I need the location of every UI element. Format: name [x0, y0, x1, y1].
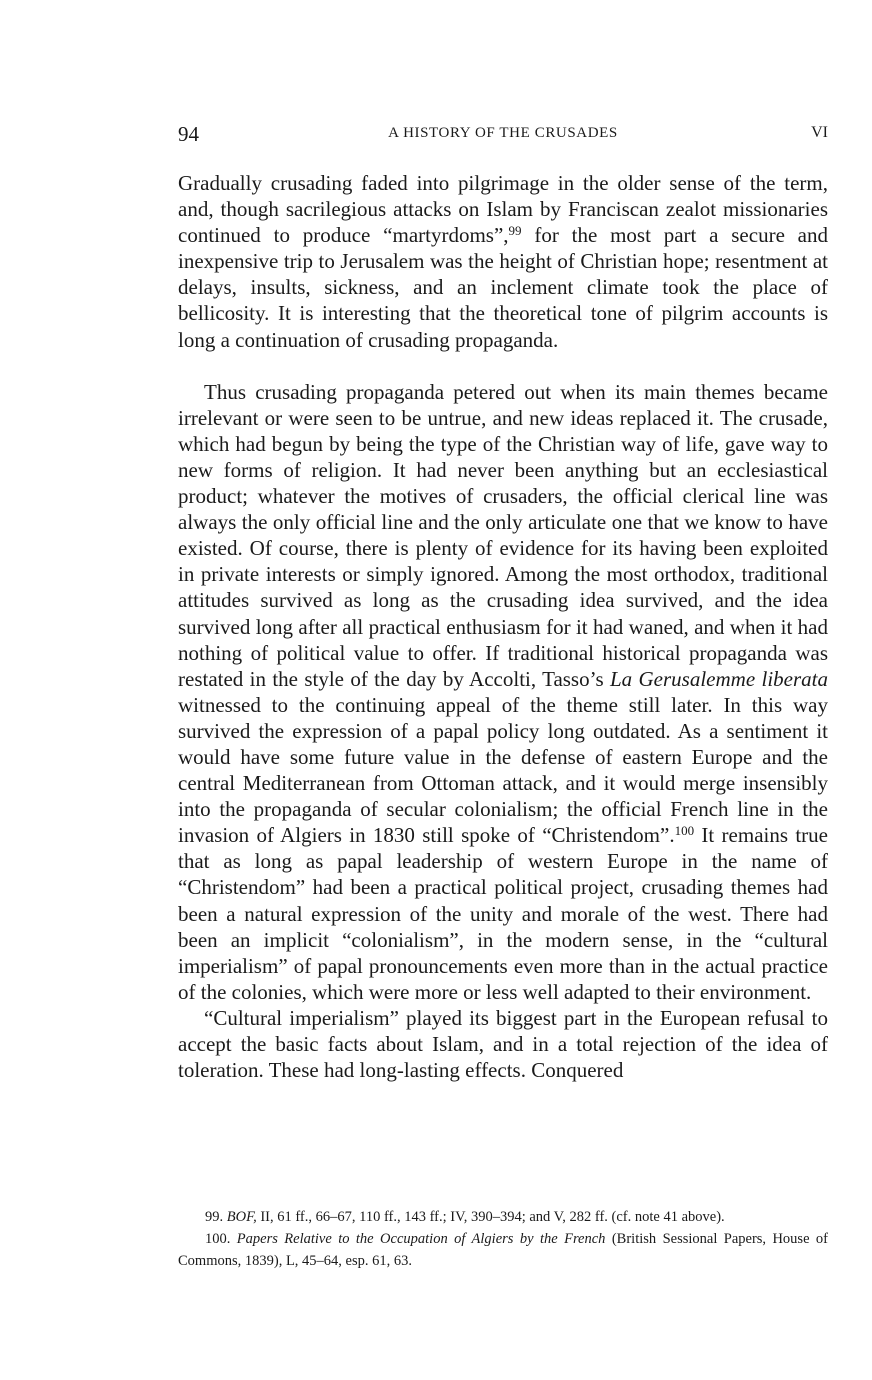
- book-title: A HISTORY OF THE CRUSADES: [388, 125, 618, 141]
- footnotes: [178, 1206, 828, 1272]
- paragraph-2: [178, 379, 828, 1005]
- footnote-100: [178, 1228, 828, 1272]
- paragraph-1: [178, 170, 828, 353]
- page-number: 94: [178, 122, 199, 146]
- footnote-100-title: Papers Relative to the Occupation of Algiers by the French: [236, 1231, 606, 1247]
- footnote-99: [178, 1206, 828, 1228]
- paragraph-2-text-b: witnessed to the continuing appeal of the theme still later. In this way survived the expression of a papal policy long outdated. As a sentiment it would have some future value in the defense of eastern Europe and the central Mediterranean from Ottoman attack, and it would merge insensibly into the propaganda of secular colonialism; the official French line in the invasion of Algiers in 1830 still spoke of “Christendom”.: [178, 692, 828, 848]
- paragraph-1-text-b: for the most part a secure and inexpensive trip to Jerusalem was the height of Christian hope; resentment at delays, insults, sickness, and an inclement climate took the place of bellicosity. It is interesting that the theoretical tone of pilgrim accounts is long a continuation of crusading propaganda.: [178, 223, 829, 352]
- footnote-100-text: (British Sessional Papers, House of Commons, 1839), L, 45–64, esp. 61, 63.: [178, 1231, 829, 1269]
- footnote-ref-100: 100: [674, 823, 695, 839]
- footnote-ref-99: 99: [508, 223, 522, 239]
- paragraph-2-text-a: Thus crusading propaganda petered out when its main themes became irrelevant or were seen to be untrue, and new ideas replaced it. The crusade, which had begun by being the type of the Christian way of life, gave way to new forms of religion. It had never been anything but an ecclesiastical product; whatever the motives of crusaders, the official clerical line was always the only official line and the only articulate one that we know to have existed. Of course, there is plenty of evidence for its having been exploited in private interests or simply ignored. Among the most orthodox, traditional attitudes survived as long as the crusading idea survived, and the idea survived long after all practical enthusiasm for it had waned, and when it had nothing of political value to offer. If traditional historical propaganda was restated in the style of the day by Accolti, Tasso’s: [178, 379, 828, 691]
- footnote-99-abbrev: BOF,: [226, 1209, 257, 1225]
- paragraph-2-text-c: It remains true that as long as papal leadership of western Europe in the name of “Christendom” had been a practical political project, crusading themes had been a natural expression of the unity and morale of the west. There had been an implicit “colonialism”, in the modern sense, in the “cultural imperialism” of papal pronouncements even more than in the actual practice of the colonies, which were more or less well adapted to their environment.: [178, 823, 829, 1004]
- paragraph-3: “Cultural imperialism” played its biggest part in the European refusal to accept the basic facts about Islam, and in a total rejection of the idea of toleration. These had long-lasting effects. Conquered: [178, 1005, 828, 1083]
- work-title-gerusalemme: La Gerusalemme liberata: [609, 666, 828, 691]
- footnote-99-text: II, 61 ff., 66–67, 110 ff., 143 ff.; IV, 390–394; and V, 282 ff. (cf. note 41 above).: [256, 1209, 725, 1225]
- footnote-100-number: 100.: [205, 1231, 231, 1247]
- running-head: [178, 122, 828, 146]
- volume-label: VI: [811, 124, 828, 141]
- footnote-99-number: 99.: [205, 1209, 224, 1225]
- body-text: [178, 170, 828, 1083]
- paragraph-1-text-a: Gradually crusading faded into pilgrimage in the older sense of the term, and, though sacrilegious attacks on Islam by Franciscan zealot missionaries continued to produce “martyrdoms”,: [178, 171, 828, 248]
